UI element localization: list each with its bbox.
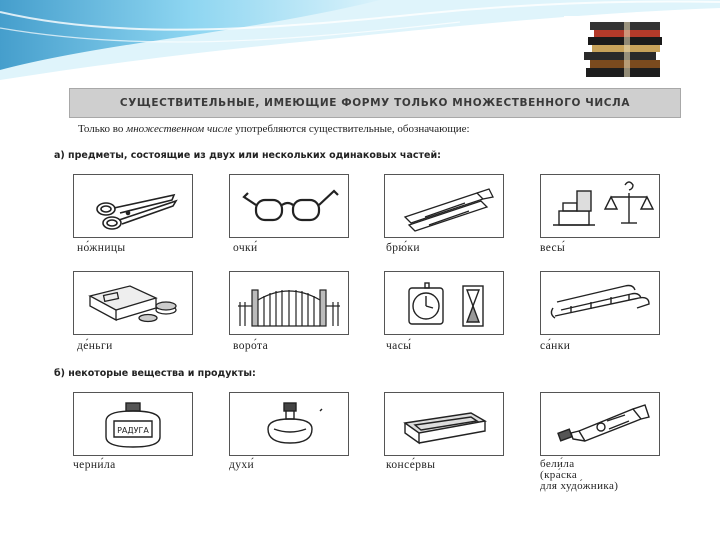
section-a-label: а) предметы, состоящие из двух или нескольких одинаковых частей:	[54, 150, 441, 161]
caption-glasses: очки́	[233, 242, 258, 254]
sled-icon	[541, 272, 659, 334]
page-title: СУЩЕСТВИТЕЛЬНЫЕ, ИМЕЮЩИЕ ФОРМУ ТОЛЬКО МНОЖЕСТВЕННОГО ЧИСЛА	[119, 97, 631, 109]
title-banner	[69, 88, 681, 118]
caption-trousers: брю́ки	[386, 242, 420, 254]
cell-scissors	[73, 174, 193, 238]
cell-clock	[384, 271, 504, 335]
section-b-label: б) некоторые вещества и продукты:	[54, 368, 256, 379]
trousers-icon	[385, 175, 503, 237]
intro-after: употребляются существительные, обозначающие:	[232, 123, 470, 135]
tin-can-icon	[385, 393, 503, 455]
glasses-icon	[230, 175, 348, 237]
caption-sled: са́нки	[540, 340, 571, 352]
cell-canned-food	[384, 392, 504, 456]
caption-paint-line-2: (кра́ска	[540, 469, 578, 481]
paint-tube-icon	[541, 393, 659, 455]
caption-clock: часы́	[386, 340, 412, 352]
caption-gates: воро́та	[233, 340, 269, 352]
cell-gates	[229, 271, 349, 335]
intro-before: Только во	[78, 123, 127, 135]
books-image	[564, 16, 682, 82]
caption-paint-line-3: для худо́жника)	[540, 480, 619, 492]
caption-paint-line-1: бели́ла	[540, 458, 575, 470]
caption-paint	[540, 459, 618, 492]
clock-icon	[385, 272, 503, 334]
cell-money	[73, 271, 193, 335]
cell-paint	[540, 392, 660, 456]
cell-perfume	[229, 392, 349, 456]
scissors-icon	[74, 175, 192, 237]
caption-canned-food: консе́рвы	[386, 459, 436, 471]
caption-scissors: но́жницы	[77, 242, 126, 254]
cell-sled	[540, 271, 660, 335]
cell-scales	[540, 174, 660, 238]
cell-ink	[73, 392, 193, 456]
caption-scales: весы́	[540, 242, 566, 254]
worksheet	[32, 78, 688, 500]
svg-text:РАДУГА: РАДУГА	[117, 426, 149, 435]
scales-icon	[541, 175, 659, 237]
perfume-icon	[230, 393, 348, 455]
caption-money: де́ньги	[77, 340, 113, 352]
caption-perfume: духи́	[229, 459, 255, 471]
money-icon	[74, 272, 192, 334]
caption-ink: черни́ла	[73, 459, 116, 471]
intro-text	[78, 123, 470, 135]
intro-emphasis: множественном числе	[126, 123, 233, 135]
cell-glasses	[229, 174, 349, 238]
cell-trousers	[384, 174, 504, 238]
gates-icon	[230, 272, 348, 334]
ink-bottle-icon	[74, 393, 192, 455]
